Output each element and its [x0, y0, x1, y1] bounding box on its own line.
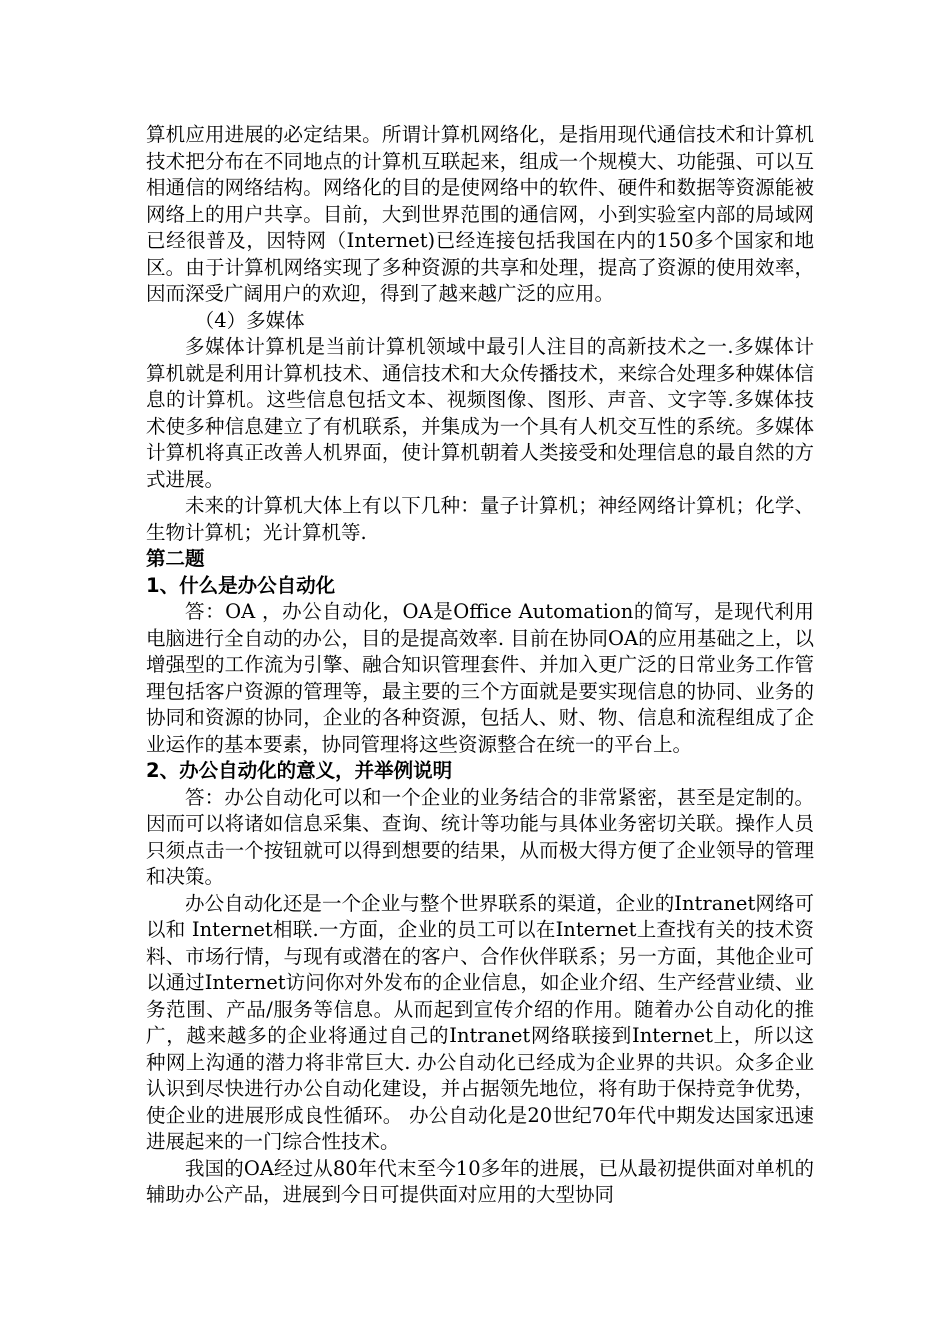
heading-what-is-oa: 1、什么是办公自动化	[146, 573, 336, 597]
paragraph-networking: 算机应用进展的必定结果。所谓计算机网络化，是指用现代通信技术和计算机技术把分布在不同地点的计算机互联起来，组成一个规模大、功能强、可以互相通信的网络结构。网络化的目的是使网络中的软件、硬件和数据等资源能被网络上的用户共享。目前，大到世界范围的通信网，小到实验室内部的局域网已经很普及，因特网（Internet)已经连接包括我国在内的150多个国家和地区。由于计算机网络实现了多种资源的共享和处理，提高了资源的使用效率，因而深受广阔用户的欢迎，得到了越来越广泛的应用。	[146, 123, 814, 305]
paragraph-oa-answer: 答：OA ，办公自动化，OA是Office Automation的简写，是现代利用电脑进行全自动的办公，目的是提高效率. 目前在协同OA的应用基础之上，以增强型的工作流为引擎、融合知识管理套件、并加入更广泛的日常业务工作管理包括客户资源的管理等，最主要的三个方面就是要实现信息的协同、业务的协同和资源的协同，企业的各种资源，包括人、财、物、信息和流程组成了企业运作的基本要素，协同管理将这些资源整合在统一的平台上。	[146, 600, 814, 756]
document-page	[146, 122, 814, 1209]
paragraph-oa-channel: 办公自动化还是一个企业与整个世界联系的渠道，企业的Intranet网络可以和 Internet相联.一方面，企业的员工可以在Internet上查找有关的技术资料、市场行情，与现有或潜在的客户、合作伙伴联系；另一方面，其他企业可以通过Internet访问你对外发布的企业信息，如企业介绍、生产经营业绩、业务范围、产品/服务等信息。从而起到宣传介绍的作用。随着办公自动化的推广，越来越多的企业将通过自己的Intranet网络联接到Internet上，所以这种网上沟通的潜力将非常巨大. 办公自动化已经成为企业界的共识。众多企业认识到尽快进行办公自动化建设，并占据领先地位，将有助于保持竞争优势，使企业的进展形成良性循环。 办公自动化是20世纪70年代中期发达国家迅速进展起来的一门综合性技术。	[146, 891, 814, 1153]
paragraph-oa-china: 我国的OA经过从80年代末至今10多年的进展，已从最初提供面对单机的辅助办公产品，进展到今日可提供面对应用的大型协同	[146, 1156, 814, 1206]
heading-oa-significance: 2、办公自动化的意义，并举例说明	[146, 759, 453, 782]
paragraph-multimedia: 多媒体计算机是当前计算机领域中最引人注目的高新技术之一.多媒体计算机就是利用计算机技术、通信技术和大众传播技术，来综合处理多种媒体信息的计算机。这些信息包括文本、视频图像、图形、声音、文字等.多媒体技术使多种信息建立了有机联系，并集成为一个具有人机交互性的系统。多媒体计算机将真正改善人机界面，使计算机朝着人类接受和处理信息的最自然的方式进展。	[146, 335, 814, 491]
paragraph-future-computers: 未来的计算机大体上有以下几种：量子计算机；神经网络计算机；化学、生物计算机；光计算机等.	[146, 494, 814, 544]
heading-question-two: 第二题	[146, 547, 205, 570]
paragraph-oa-significance-answer: 答：办公自动化可以和一个企业的业务结合的非常紧密，甚至是定制的。因而可以将诸如信息采集、查询、统计等功能与具体业务密切关联。操作人员只须点击一个按钮就可以得到想要的结果，从而极大得方便了企业领导的管理和决策。	[146, 785, 814, 888]
subheading-multimedia: （4）多媒体	[194, 308, 305, 332]
